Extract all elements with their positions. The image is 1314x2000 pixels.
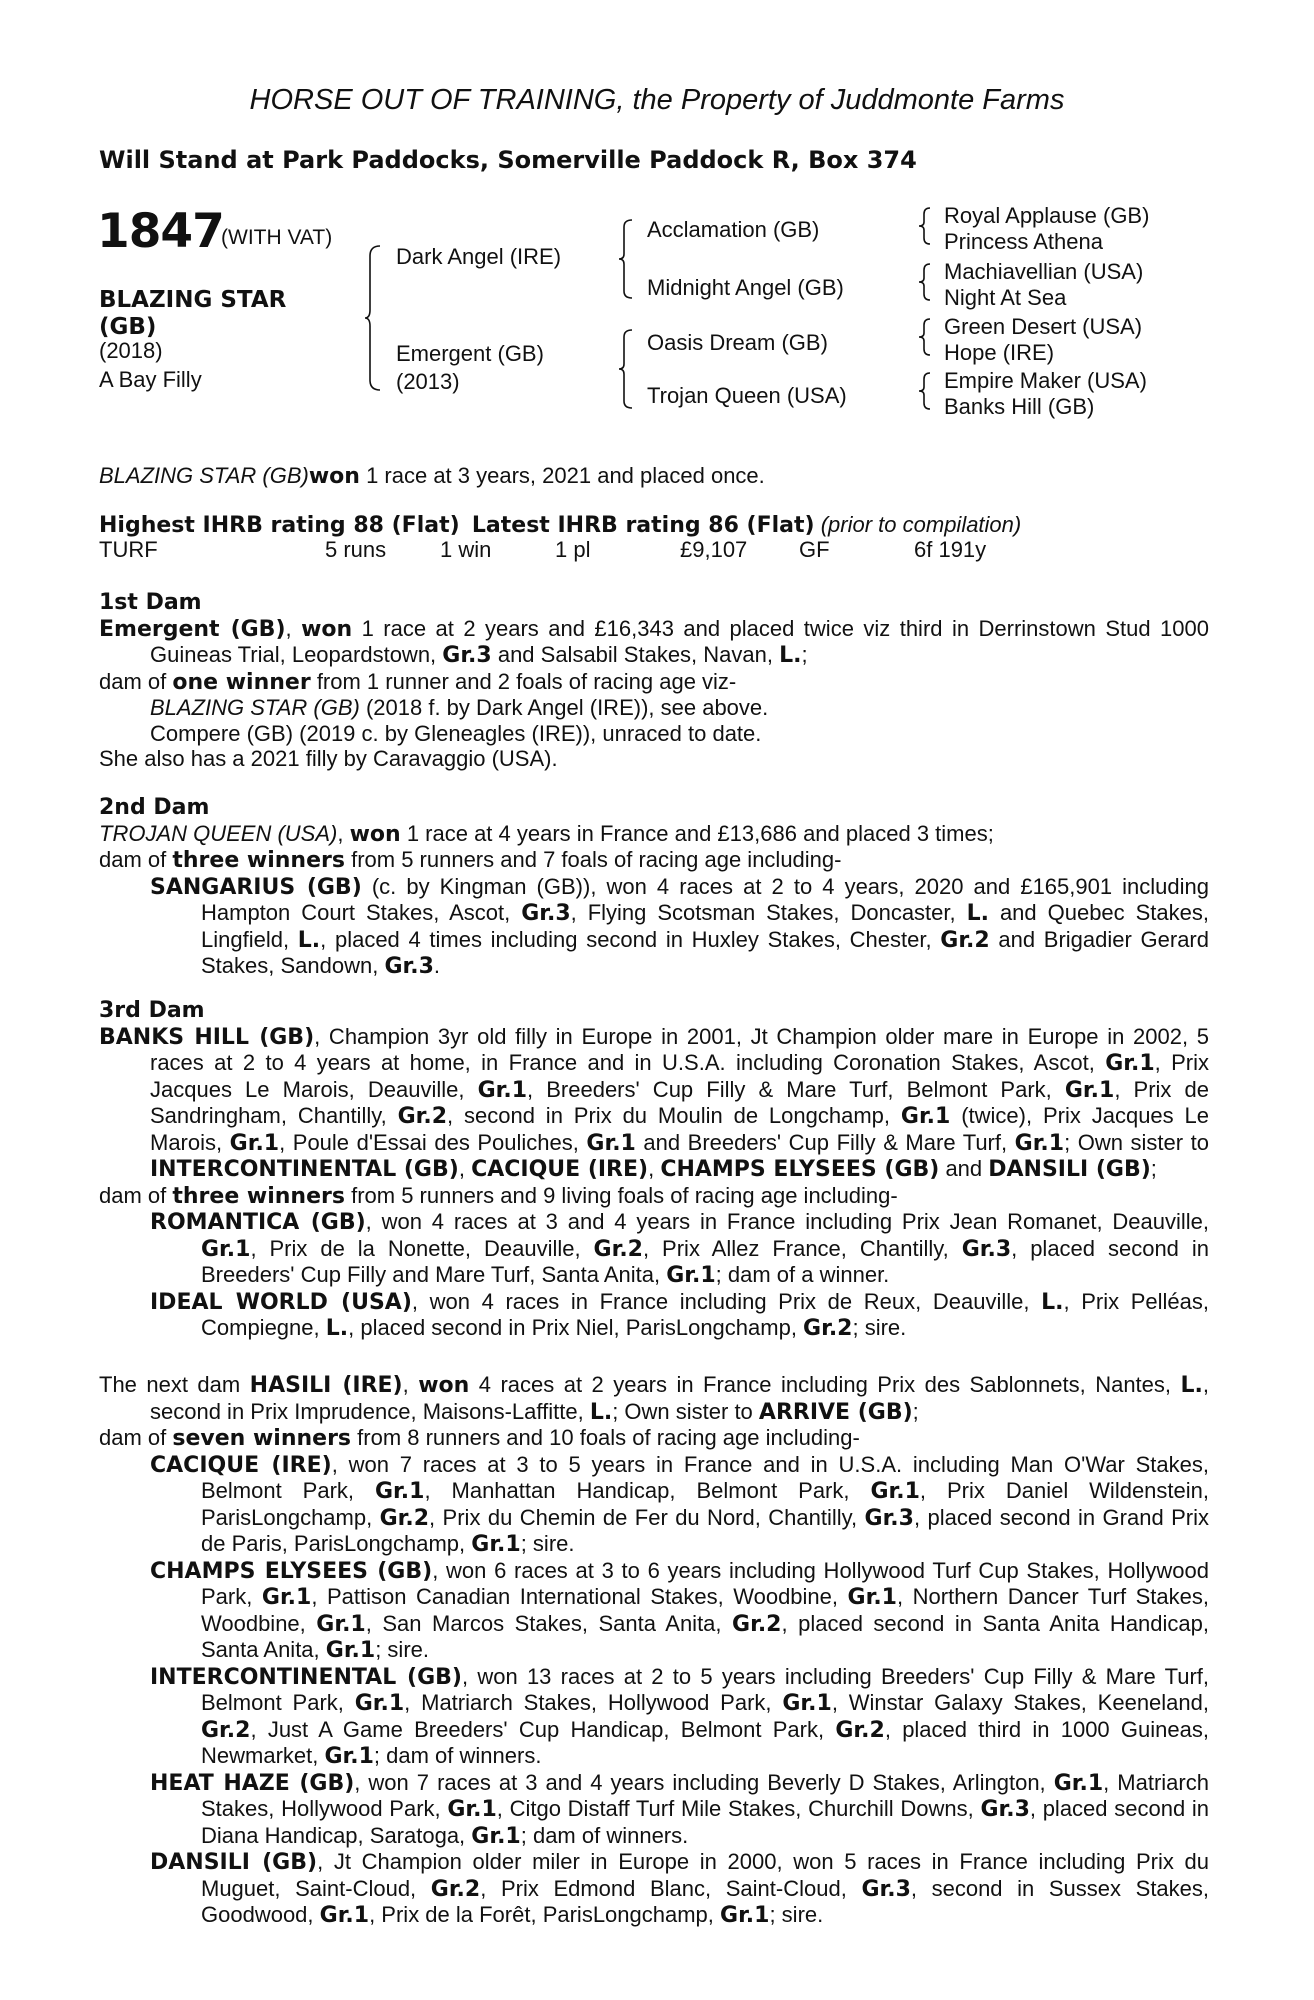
pedigree-sire-dam: Midnight Angel (GB) — [647, 275, 844, 300]
horse-name-line1: BLAZING STAR — [99, 287, 287, 313]
stat-runs: 5 runs — [325, 537, 387, 562]
section-heading: 2nd Dam — [99, 795, 210, 820]
pedigree-brace-main — [364, 244, 382, 392]
pedigree-brace-sire — [618, 218, 634, 300]
horse-description: A Bay Filly — [99, 367, 202, 392]
pedigree-g3: Machiavellian (USA) — [944, 259, 1144, 284]
rating-line — [99, 512, 1209, 539]
stat-earnings: £9,107 — [680, 537, 748, 562]
first-dam-section: 1st Dam Emergent (GB), won 1 race at 2 years and £16,343 and placed twice viz third in Derrinstown Stud 1000 Guineas Trial, Leopardstown, Gr.3 and Salsabil Stakes, Navan, L.; dam of one winner from 1 runner and 2 foals of racing age viz- BLAZING STAR (GB) (2018 f. by Dark Angel (IRE)), see above. Compere (GB) (2019 c. by Gleneagles (IRE)), unraced to date. She also has a 2021 filly by Caravaggio (USA). — [99, 590, 1209, 771]
stand-location: Will Stand at Park Paddocks, Somerville Paddock R, Box 374 — [99, 146, 917, 174]
pedigree-brace-g56 — [918, 317, 932, 357]
stat-going: GF — [799, 537, 830, 562]
stat-placed: 1 pl — [555, 537, 591, 562]
section-heading: 3rd Dam — [99, 998, 205, 1023]
vat-note: (WITH VAT) — [221, 226, 333, 249]
rating-note: (prior to compilation) — [820, 512, 1022, 537]
latest-rating: Latest IHRB rating 86 (Flat) — [471, 513, 815, 538]
race-summary: BLAZING STAR (GB)won 1 race at 3 years, 2021 and placed once. — [99, 463, 765, 489]
section-heading: 1st Dam — [99, 590, 202, 615]
lot-number: 1847 — [97, 204, 224, 259]
horse-name — [99, 287, 339, 341]
pedigree-g8: Banks Hill (GB) — [944, 394, 1095, 419]
pedigree-g2: Princess Athena — [944, 229, 1103, 254]
stat-distance: 6f 191y — [914, 537, 987, 562]
pedigree-sire-sire: Acclamation (GB) — [647, 217, 820, 242]
pedigree-g6: Hope (IRE) — [944, 340, 1055, 365]
pedigree-g5: Green Desert (USA) — [944, 314, 1143, 339]
stat-surface: TURF — [99, 537, 158, 562]
next-dam-section: The next dam HASILI (IRE), won 4 races at 2 years in France including Prix des Sablonnets, Nantes, L., second in Prix Imprudence, Maisons-Laffitte, L.; Own sister to ARRIVE (GB); dam of seven winners from 8 runners and 10 foals of racing age including- CACIQUE (IRE), won 7 races at 3 to 5 years in France and in U.S.A. including Man O'War Stakes, Belmont Park, Gr.1, Manhattan Handicap, Belmont Park, Gr.1, Prix Daniel Wildenstein, ParisLongchamp, Gr.2, Prix du Chemin de Fer du Nord, Chantilly, Gr.3, placed second in Grand Prix de Paris, ParisLongchamp, Gr.1; sire. CHAMPS ELYSEES (GB), won 6 races at 3 to 6 years including Hollywood Turf Cup Stakes, Hollywood Park, Gr.1, Pattison Canadian International Stakes, Woodbine, Gr.1, Northern Dancer Turf Stakes, Woodbine, Gr.1, San Marcos Stakes, Santa Anita, Gr.2, placed second in Santa Anita Handicap, Santa Anita, Gr.1; sire. INTERCONTINENTAL (GB), won 13 races at 2 to 5 years including Breeders' Cup Filly & Mare Turf, Belmont Park, Gr.1, Matriarch Stakes, Hollywood Park, Gr.1, Winstar Galaxy Stakes, Keeneland, Gr.2, Just A Game Breeders' Cup Handicap, Belmont Park, Gr.2, placed third in 1000 Guineas, Newmarket, Gr.1; dam of winners. HEAT HAZE (GB), won 7 races at 3 and 4 years including Beverly D Stakes, Arlington, Gr.1, Matriarch Stakes, Hollywood Park, Gr.1, Citgo Distaff Turf Mile Stakes, Churchill Downs, Gr.3, placed second in Diana Handicap, Saratoga, Gr.1; dam of winners. DANSILI (GB), Jt Champion older miler in Europe in 2000, won 5 races in France including Prix du Muguet, Saint-Cloud, Gr.2, Prix Edmond Blanc, Saint-Cloud, Gr.3, second in Sussex Stakes, Goodwood, Gr.1, Prix de la Forêt, ParisLongchamp, Gr.1; sire. — [99, 1372, 1210, 1928]
pedigree-dam-sire: Oasis Dream (GB) — [647, 330, 828, 355]
pedigree-dam: Emergent (GB) — [396, 341, 544, 366]
pedigree-g1: Royal Applause (GB) — [944, 203, 1150, 228]
pedigree-brace-dam — [618, 328, 634, 410]
pedigree-sire: Dark Angel (IRE) — [396, 244, 562, 269]
stat-wins: 1 win — [440, 537, 492, 562]
pedigree-dam-year: (2013) — [396, 369, 460, 394]
pedigree-dam-dam: Trojan Queen (USA) — [647, 383, 847, 408]
pedigree-brace-g12 — [918, 206, 932, 246]
pedigree-brace-g78 — [918, 371, 932, 411]
page-title: HORSE OUT OF TRAINING, the Property of Juddmonte Farms — [249, 84, 1065, 116]
third-dam-section: 3rd Dam BANKS HILL (GB), Champion 3yr old filly in Europe in 2001, Jt Champion older mare in Europe in 2002, 5 races at 2 to 4 years at home, in France and in U.S.A. including Coronation Stakes, Ascot, Gr.1, Prix Jacques Le Marois, Deauville, Gr.1, Breeders' Cup Filly & Mare Turf, Belmont Park, Gr.1, Prix de Sandringham, Chantilly, Gr.2, second in Prix du Moulin de Longchamp, Gr.1 (twice), Prix Jacques Le Marois, Gr.1, Poule d'Essai des Pouliches, Gr.1 and Breeders' Cup Filly & Mare Turf, Gr.1; Own sister to INTERCONTINENTAL (GB), CACIQUE (IRE), CHAMPS ELYSEES (GB) and DANSILI (GB); dam of three winners from 5 runners and 9 living foals of racing age including- ROMANTICA (GB), won 4 races at 3 and 4 years in France including Prix Jean Romanet, Deauville, Gr.1, Prix de la Nonette, Deauville, Gr.2, Prix Allez France, Chantilly, Gr.3, placed second in Breeders' Cup Filly and Mare Turf, Santa Anita, Gr.1; dam of a winner. IDEAL WORLD (USA), won 4 races in France including Prix de Reux, Deauville, L., Prix Pelléas, Compiegne, L., placed second in Prix Niel, ParisLongchamp, Gr.2; sire. — [99, 998, 1210, 1341]
highest-rating: Highest IHRB rating 88 (Flat) — [99, 513, 460, 538]
pedigree-g7: Empire Maker (USA) — [944, 368, 1147, 393]
pedigree-g4: Night At Sea — [944, 285, 1067, 310]
foaling-year: (2018) — [99, 338, 163, 363]
horse-name-line2: (GB) — [99, 314, 157, 340]
pedigree-brace-g34 — [918, 262, 932, 302]
second-dam-section: 2nd Dam TROJAN QUEEN (USA), won 1 race at 4 years in France and £13,686 and placed 3 times; dam of three winners from 5 runners and 7 foals of racing age including- SANGARIUS (GB) (c. by Kingman (GB)), won 4 races at 2 to 4 years, 2020 and £165,901 including Hampton Court Stakes, Ascot, Gr.3, Flying Scotsman Stakes, Doncaster, L. and Quebec Stakes, Lingfield, L., placed 4 times including second in Huxley Stakes, Chester, Gr.2 and Brigadier Gerard Stakes, Sandown, Gr.3. — [99, 795, 1210, 979]
